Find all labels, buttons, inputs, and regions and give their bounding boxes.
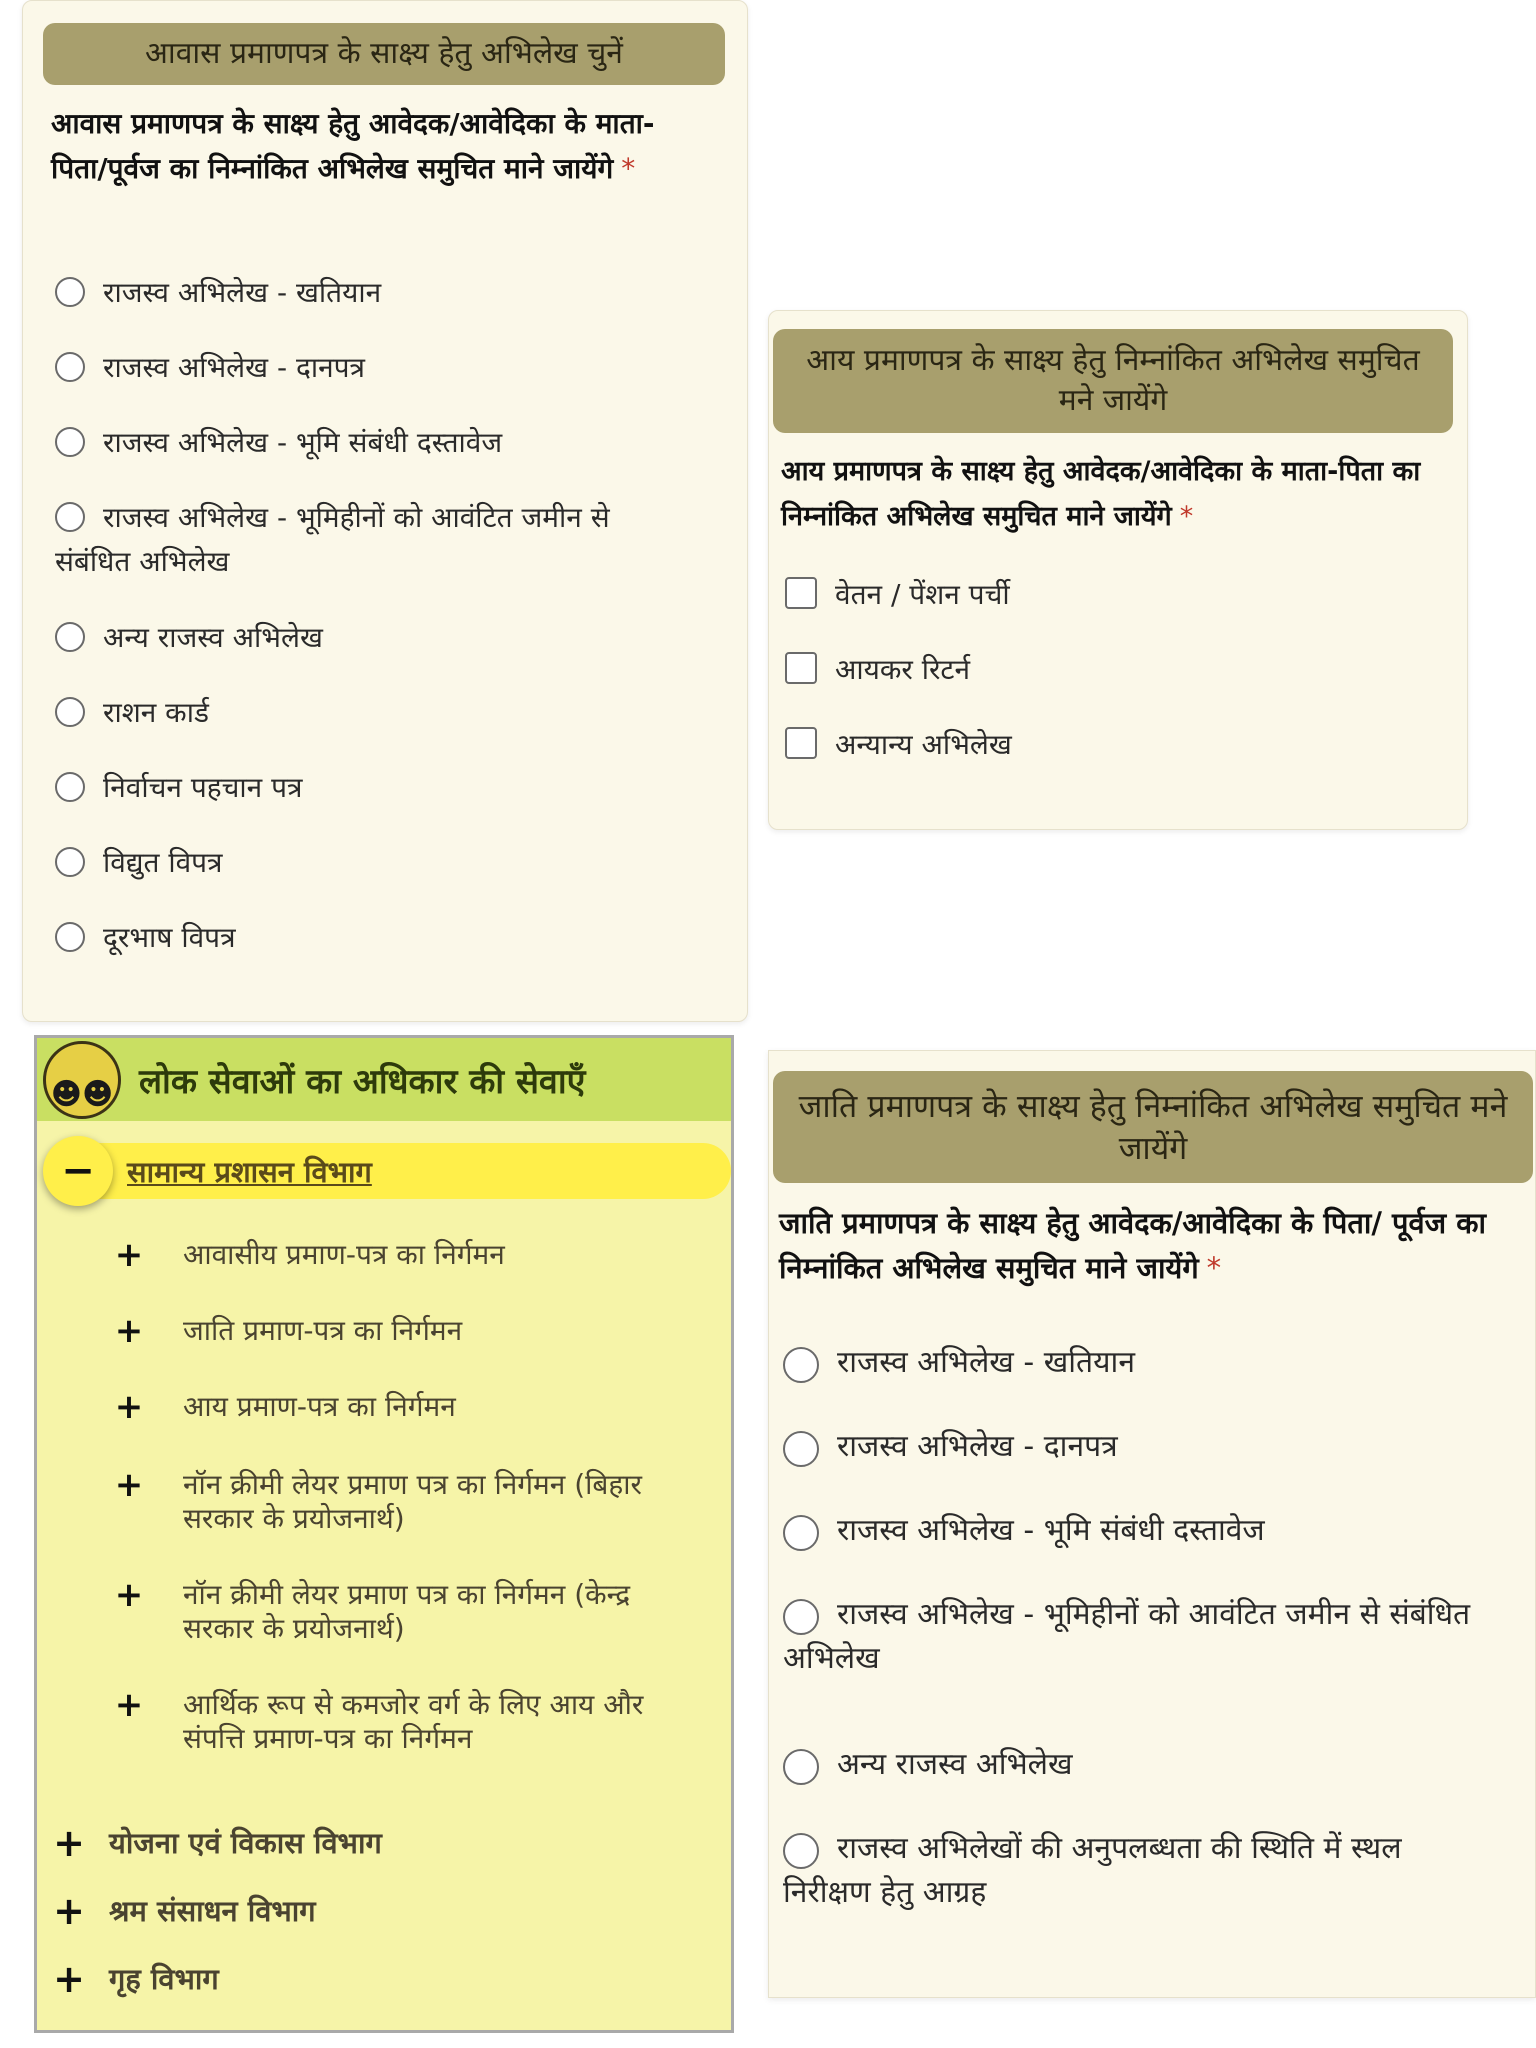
option-label: आयकर रिटर्न (835, 653, 971, 686)
radio-button[interactable] (55, 352, 85, 382)
residence-question-text: आवास प्रमाणपत्र के साक्ष्य हेतु आवेदक/आवेदिका के माता-पिता/पूर्वज का निम्नांकित अभिलेख समुचित माने जायेंगे (51, 107, 655, 185)
radio-button[interactable] (55, 277, 85, 307)
option-label: राजस्व अभिलेख - भूमि संबंधी दस्तावेज (103, 426, 503, 459)
residence-option[interactable] (55, 616, 695, 691)
required-mark: * (621, 152, 636, 185)
sub-service-label[interactable]: नॉन क्रीमी लेयर प्रमाण पत्र का निर्गमन (केन्द्र सरकार के प्रयोजनार्थ) (183, 1578, 631, 1645)
required-mark: * (1179, 501, 1194, 532)
residence-option[interactable] (55, 691, 695, 766)
option-label: राजस्व अभिलेख - भूमि संबंधी दस्तावेज (837, 1513, 1265, 1548)
collapse-icon[interactable]: − (43, 1136, 113, 1206)
radio-button[interactable] (783, 1515, 819, 1551)
option-label: राजस्व अभिलेख - खतियान (103, 276, 382, 309)
sub-service-label[interactable]: आवासीय प्रमाण-पत्र का निर्गमन (183, 1238, 505, 1271)
residence-option[interactable] (55, 346, 695, 421)
caste-option[interactable] (783, 1593, 1503, 1743)
residence-option[interactable] (55, 916, 695, 991)
services-header (37, 1038, 731, 1121)
sub-service-item[interactable] (109, 1465, 709, 1536)
dept-general-administration[interactable] (51, 1143, 731, 1199)
dept-labour-resources[interactable] (49, 1888, 316, 1933)
residence-options (55, 271, 695, 991)
residence-option[interactable] (55, 421, 695, 496)
services-panel (34, 1035, 734, 2033)
dept-label[interactable]: गृह विभाग (109, 1962, 219, 1996)
option-label: राजस्व अभिलेख - दानपत्र (837, 1429, 1118, 1464)
residence-option[interactable] (55, 496, 695, 616)
people-logo-icon: ☻☻ (43, 1041, 121, 1119)
income-question-text: आय प्रमाणपत्र के साक्ष्य हेतु आवेदक/आवेदिका के माता-पिता का निम्नांकित अभिलेख समुचित माने जायेंगे (781, 456, 1421, 532)
caste-question (779, 1201, 1529, 1291)
caste-option[interactable] (783, 1827, 1503, 1957)
sub-service-item[interactable] (109, 1311, 809, 1351)
radio-button[interactable] (55, 427, 85, 457)
income-option[interactable] (785, 648, 1425, 723)
radio-button[interactable] (55, 502, 85, 532)
option-label: दूरभाष विपत्र (103, 921, 236, 954)
sub-service-label[interactable]: आय प्रमाण-पत्र का निर्गमन (183, 1390, 456, 1423)
income-question (781, 449, 1441, 539)
sub-service-item[interactable] (109, 1235, 809, 1275)
sub-service-label[interactable]: आर्थिक रूप से कमजोर वर्ग के लिए आय और संपत्ति प्रमाण-पत्र का निर्गमन (183, 1688, 644, 1755)
services-title: लोक सेवाओं का अधिकार की सेवाएँ (139, 1061, 586, 1102)
plus-icon[interactable]: + (114, 1465, 144, 1505)
radio-button[interactable] (55, 622, 85, 652)
radio-button[interactable] (783, 1347, 819, 1383)
plus-icon[interactable]: + (114, 1235, 144, 1275)
checkbox[interactable] (785, 727, 817, 759)
sub-service-item[interactable] (109, 1685, 709, 1756)
dept-label[interactable]: श्रम संसाधन विभाग (109, 1894, 316, 1928)
radio-button[interactable] (55, 847, 85, 877)
income-options (785, 573, 1425, 798)
caste-option[interactable] (783, 1743, 1503, 1827)
radio-button[interactable] (783, 1599, 819, 1635)
income-evidence-card (768, 310, 1468, 830)
option-label: वेतन / पेंशन पर्ची (835, 578, 1010, 611)
plus-icon[interactable]: + (53, 1888, 85, 1933)
caste-options (783, 1341, 1503, 1957)
income-option[interactable] (785, 723, 1425, 798)
caste-option[interactable] (783, 1341, 1503, 1425)
residence-option[interactable] (55, 271, 695, 346)
checkbox[interactable] (785, 652, 817, 684)
income-header: आय प्रमाणपत्र के साक्ष्य हेतु निम्नांकित अभिलेख समुचित मने जायेंगे (773, 329, 1453, 433)
caste-evidence-card (768, 1050, 1536, 1998)
option-label: अन्य राजस्व अभिलेख (103, 621, 323, 654)
radio-button[interactable] (55, 772, 85, 802)
sub-service-item[interactable] (109, 1387, 809, 1427)
caste-option[interactable] (783, 1425, 1503, 1509)
radio-button[interactable] (55, 697, 85, 727)
caste-option[interactable] (783, 1509, 1503, 1593)
option-label: राजस्व अभिलेख - खतियान (837, 1345, 1135, 1380)
dept-label[interactable]: योजना एवं विकास विभाग (109, 1826, 382, 1860)
radio-button[interactable] (55, 922, 85, 952)
caste-question-text: जाति प्रमाणपत्र के साक्ष्य हेतु आवेदक/आवेदिका के पिता/ पूर्वज का निम्नांकित अभिलेख समुचित माने जायेंगे (779, 1206, 1487, 1285)
sub-service-label[interactable]: नॉन क्रीमी लेयर प्रमाण पत्र का निर्गमन (बिहार सरकार के प्रयोजनार्थ) (183, 1468, 642, 1535)
plus-icon[interactable]: + (114, 1575, 144, 1615)
radio-button[interactable] (783, 1749, 819, 1785)
dept-planning-development[interactable] (49, 1820, 382, 1865)
plus-icon[interactable]: + (53, 1820, 85, 1865)
option-label: राजस्व अभिलेख - भूमिहीनों को आवंटित जमीन से संबंधित अभिलेख (55, 501, 610, 578)
caste-header: जाति प्रमाणपत्र के साक्ष्य हेतु निम्नांकित अभिलेख समुचित मने जायेंगे (773, 1071, 1533, 1183)
plus-icon[interactable]: + (53, 1956, 85, 2001)
residence-header: आवास प्रमाणपत्र के साक्ष्य हेतु अभिलेख चुनें (43, 23, 725, 85)
radio-button[interactable] (783, 1833, 819, 1869)
plus-icon[interactable]: + (114, 1685, 144, 1725)
residence-option[interactable] (55, 841, 695, 916)
option-label: अन्यान्य अभिलेख (835, 728, 1012, 761)
plus-icon[interactable]: + (114, 1311, 144, 1351)
option-label: निर्वाचन पहचान पत्र (103, 771, 303, 804)
sub-service-label[interactable]: जाति प्रमाण-पत्र का निर्गमन (183, 1314, 463, 1347)
required-mark: * (1206, 1251, 1222, 1285)
option-label: राशन कार्ड (103, 696, 209, 729)
dept-general-administration-link[interactable]: सामान्य प्रशासन विभाग (127, 1154, 372, 1189)
residence-option[interactable] (55, 766, 695, 841)
dept-home[interactable] (49, 1956, 219, 2001)
sub-service-item[interactable] (109, 1575, 709, 1646)
option-label: अन्य राजस्व अभिलेख (837, 1747, 1073, 1782)
residence-question (51, 101, 701, 191)
checkbox[interactable] (785, 577, 817, 609)
option-label: राजस्व अभिलेख - भूमिहीनों को आवंटित जमीन से संबंधित अभिलेख (783, 1597, 1471, 1676)
option-label: विद्युत विपत्र (103, 846, 223, 879)
income-option[interactable] (785, 573, 1425, 648)
residence-evidence-card (22, 0, 748, 1022)
plus-icon[interactable]: + (114, 1387, 144, 1427)
option-label: राजस्व अभिलेख - दानपत्र (103, 351, 365, 384)
option-label: राजस्व अभिलेखों की अनुपलब्धता की स्थिति में स्थल निरीक्षण हेतु आग्रह (783, 1831, 1402, 1910)
radio-button[interactable] (783, 1431, 819, 1467)
